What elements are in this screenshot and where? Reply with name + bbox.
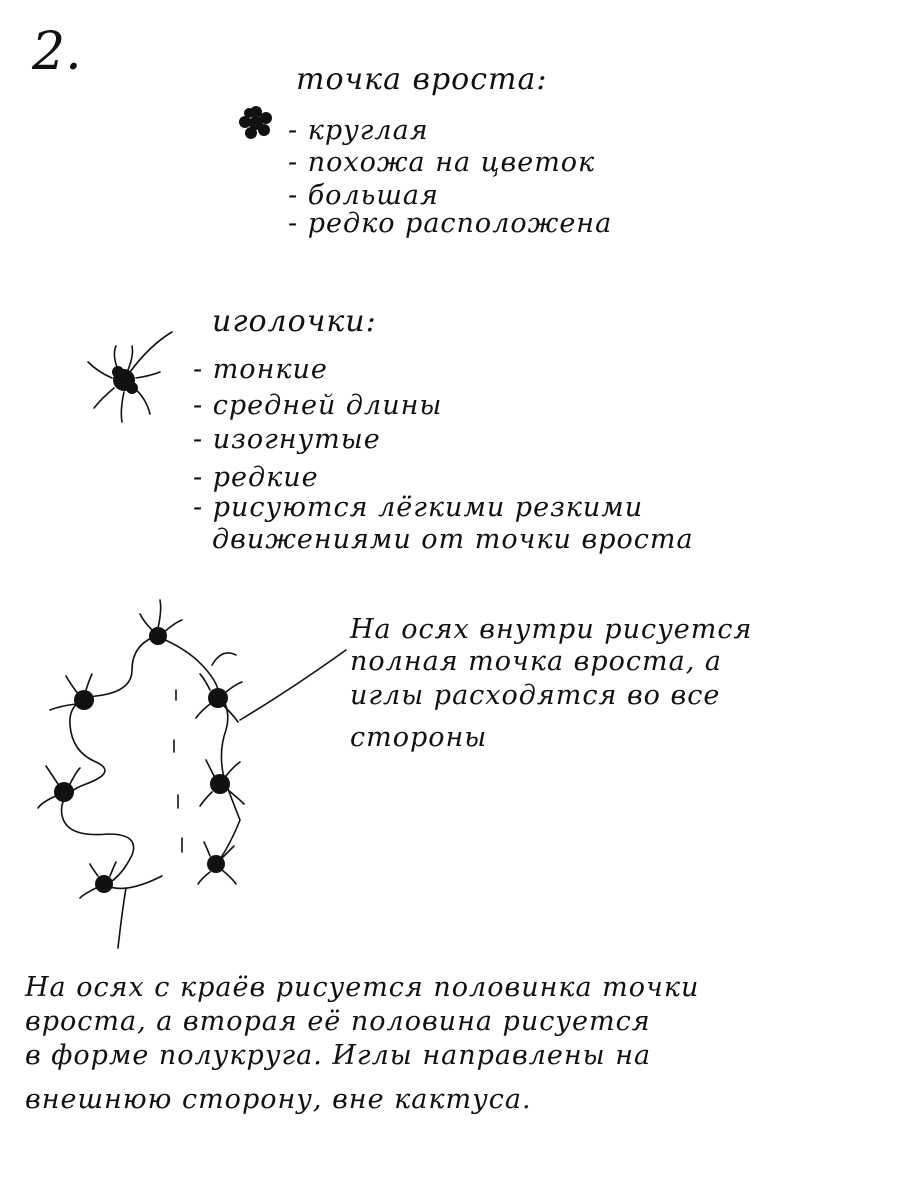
edge-annotation-line: На осях с краёв рисуется половинка точки xyxy=(25,972,700,1003)
cactus-areole xyxy=(38,766,80,808)
growth-point-flower-icon xyxy=(239,106,272,139)
needles-item: - редкие xyxy=(193,462,319,493)
inner-annotation-line: На осях внутри рисуется xyxy=(350,614,753,645)
edge-annotation-line: вроста, а вторая её половина рисуется xyxy=(25,1006,651,1037)
needle-point-icon xyxy=(88,332,172,422)
page-number: 2. xyxy=(32,22,82,82)
needles-item: - тонкие xyxy=(193,354,328,385)
needles-item-continuation: движениями от точки вроста xyxy=(212,524,694,555)
growth-point-item: - похожа на цветок xyxy=(288,147,596,178)
needles-item: - средней длины xyxy=(193,390,443,421)
inner-annotation-line: иглы расходятся во все xyxy=(350,680,721,711)
cactus-areole xyxy=(140,600,182,645)
cactus-areole xyxy=(80,862,116,898)
cactus-sketch xyxy=(38,600,346,948)
cactus-areole xyxy=(196,674,242,722)
needles-item: - рисуются лёгкими резкими xyxy=(193,492,644,523)
inner-annotation-line: полная точка вроста, а xyxy=(350,646,722,677)
growth-point-heading: точка вроста: xyxy=(296,62,548,97)
growth-point-item: - круглая xyxy=(288,115,429,146)
growth-point-item: - большая xyxy=(288,180,439,211)
needles-item: - изогнутые xyxy=(193,424,381,455)
cactus-areole xyxy=(198,842,236,884)
edge-annotation-line: в форме полукруга. Иглы направлены на xyxy=(25,1040,652,1071)
cactus-areole xyxy=(50,674,94,710)
needles-heading: иголочки: xyxy=(212,304,377,339)
growth-point-item: - редко расположена xyxy=(288,208,613,239)
inner-annotation-line: стороны xyxy=(350,722,488,753)
edge-annotation-line: внешнюю сторону, вне кактуса. xyxy=(25,1084,532,1115)
